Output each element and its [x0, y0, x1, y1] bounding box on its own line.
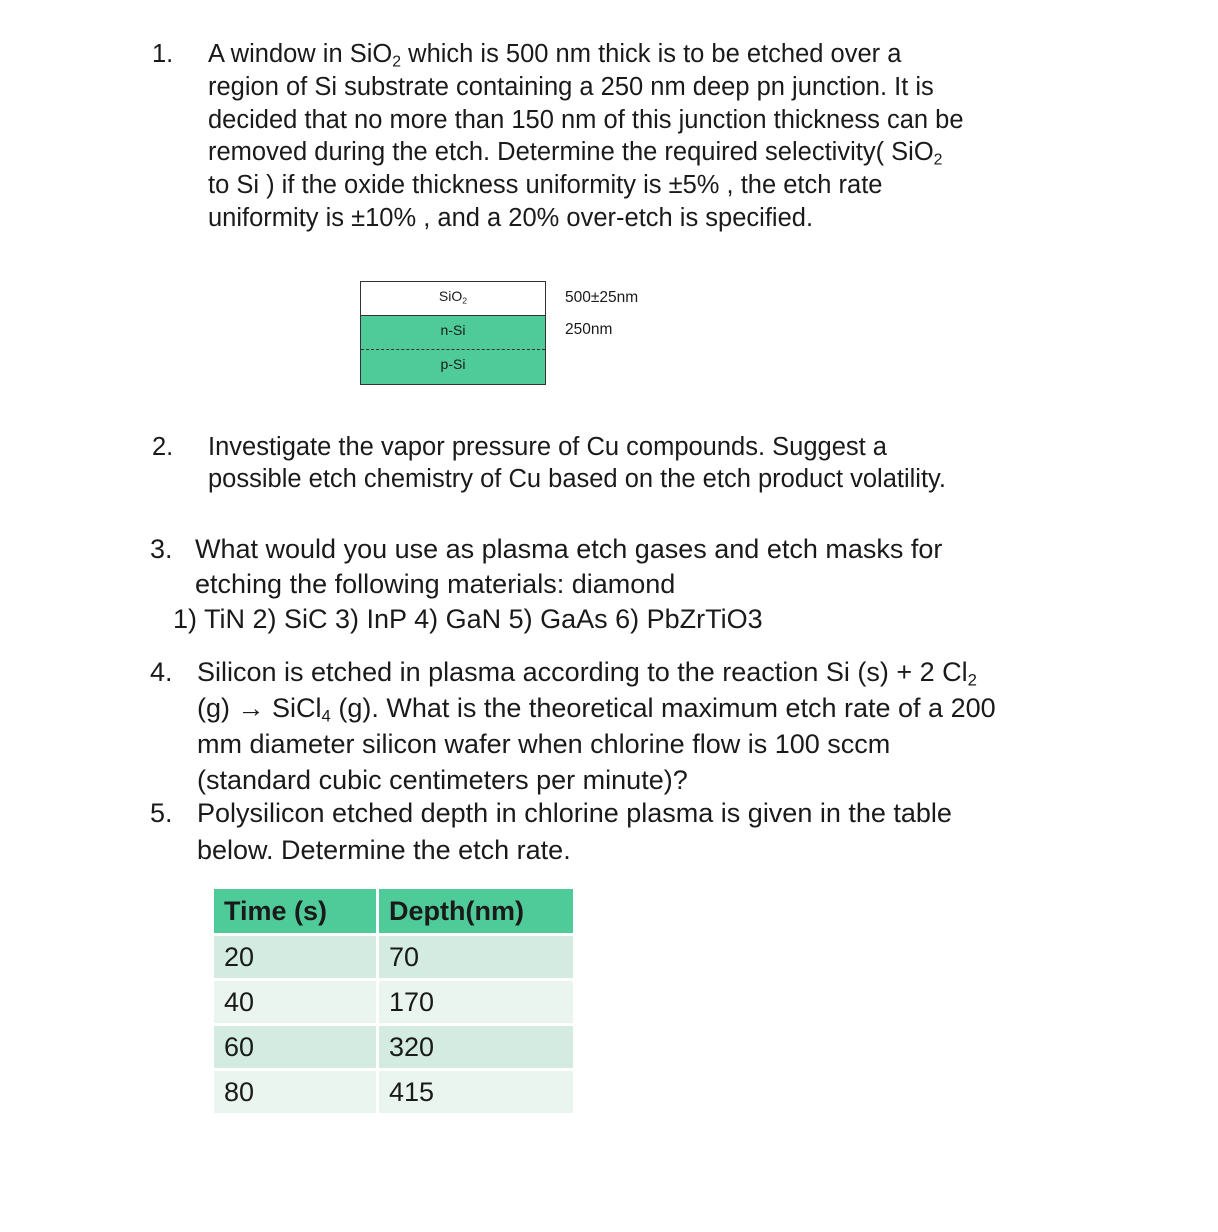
- column-header-time: Time (s): [213, 888, 378, 935]
- text-line: decided that no more than 150 nm of this junction thickness can be: [208, 105, 964, 134]
- question-number: 2.: [152, 433, 174, 461]
- question-number: 5.: [150, 798, 173, 828]
- text-line: What would you use as plasma etch gases and etch masks for: [195, 534, 943, 564]
- table-row: [213, 1025, 575, 1070]
- text-line: to Si ) if the oxide thickness uniformity is ±5% , the etch rate: [208, 171, 883, 200]
- table-row: [213, 935, 575, 980]
- pn-junction-line: [361, 349, 545, 350]
- question-5: [150, 795, 952, 869]
- question-4: [150, 654, 996, 798]
- question-3: [150, 532, 943, 634]
- text-line: etching the following materials: diamond: [195, 569, 676, 599]
- text-line: Silicon is etched in plasma according to the reaction Si (s) + 2 $Cl_2$: [197, 657, 977, 690]
- question-1: [152, 38, 964, 235]
- question-number: 4.: [150, 657, 173, 687]
- n-si-label: n-Si: [440, 322, 466, 338]
- text-line: (standard cubic centimeters per minute)?: [197, 765, 688, 795]
- oxide-thickness-label: 500±25nm: [565, 289, 639, 306]
- text-line: mm diameter silicon wafer when chlorine flow is 100 sccm: [197, 729, 891, 759]
- question-text: [208, 431, 946, 495]
- question-2: [152, 431, 946, 495]
- depth-cell: 170: [378, 980, 575, 1025]
- cross-section-diagram: [360, 281, 546, 385]
- etch-depth-table: [211, 886, 576, 1116]
- text-line: (g) → SiCl$_4$ (g). What is the theoretical maximum etch rate of a 200: [197, 693, 996, 726]
- silicon-substrate: [360, 315, 546, 385]
- text-line: possible etch chemistry of Cu based on the etch product volatility.: [208, 465, 946, 493]
- table-row: [213, 980, 575, 1025]
- question-text: [197, 654, 996, 798]
- depth-cell: 70: [378, 935, 575, 980]
- time-cell: 40: [213, 980, 378, 1025]
- question-number: 1.: [152, 40, 174, 68]
- question-text: [195, 532, 942, 602]
- text-line: Polysilicon etched depth in chlorine plasma is given in the table: [197, 798, 952, 828]
- text-line: A window in SiO$_2$ which is 500 nm thick is to be etched over a: [208, 40, 902, 71]
- time-cell: 60: [213, 1025, 378, 1070]
- text-line: below. Determine the etch rate.: [197, 835, 571, 865]
- table-row: [213, 1070, 575, 1115]
- question-text: [197, 795, 952, 869]
- time-cell: 80: [213, 1070, 378, 1115]
- table-header-row: [213, 888, 575, 935]
- text-line: uniformity is ±10% , and a 20% over-etch is specified.: [208, 203, 814, 232]
- question-number: 3.: [150, 534, 173, 564]
- depth-cell: 415: [378, 1070, 575, 1115]
- time-cell: 20: [213, 935, 378, 980]
- materials-list: 1) TiN 2) SiC 3) InP 4) GaN 5) GaAs 6) PbZrTiO3: [173, 604, 763, 634]
- depth-cell: 320: [378, 1025, 575, 1070]
- text-line: Investigate the vapor pressure of Cu compounds. Suggest a: [208, 433, 887, 461]
- p-si-label: p-Si: [440, 356, 466, 372]
- column-header-depth: Depth(nm): [378, 888, 575, 935]
- oxide-layer: [360, 281, 546, 316]
- text-line: removed during the etch. Determine the required selectivity( SiO$_2$: [208, 138, 943, 169]
- oxide-layer-label: SiO$_2$: [438, 288, 468, 306]
- text-line: region of Si substrate containing a 250 nm deep pn junction. It is: [208, 72, 934, 101]
- junction-depth-label: 250nm: [565, 321, 613, 338]
- question-text: [208, 38, 964, 235]
